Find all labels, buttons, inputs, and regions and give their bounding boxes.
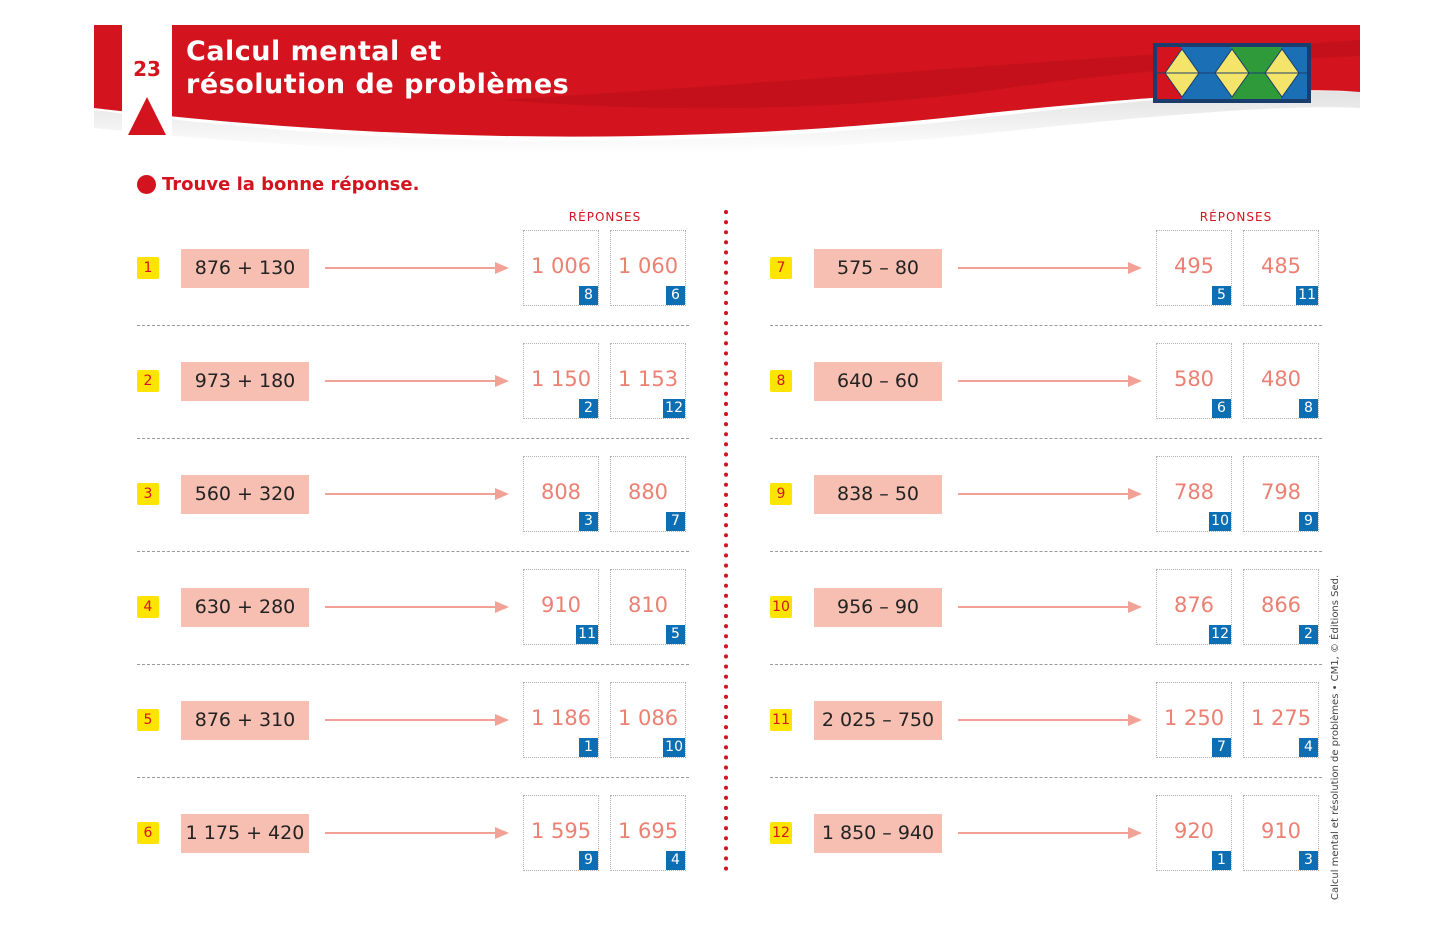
exercise-row xyxy=(770,682,1322,772)
answer-value: 808 xyxy=(540,480,582,504)
exercise-number: 2 xyxy=(137,370,159,392)
bullet-icon xyxy=(137,175,156,194)
answer-choice-2[interactable] xyxy=(1243,456,1319,532)
exercise-number: 3 xyxy=(137,483,159,505)
answer-code: 7 xyxy=(666,512,685,531)
exercise-expression: 876 + 130 xyxy=(181,249,309,288)
exercise-expression: 956 – 90 xyxy=(814,588,942,627)
answer-code: 10 xyxy=(665,739,683,755)
answer-value: 920 xyxy=(1173,819,1215,843)
answer-code: 1 xyxy=(579,738,598,757)
answer-value: 1 006 xyxy=(530,254,592,278)
answer-value: 495 xyxy=(1173,254,1215,278)
answer-value: 1 086 xyxy=(617,706,679,730)
row-separator xyxy=(137,551,689,552)
exercise-row xyxy=(137,456,689,546)
answer-code: 2 xyxy=(579,399,598,418)
exercise-row xyxy=(137,795,689,885)
arrow-right-icon xyxy=(325,713,509,727)
row-separator xyxy=(137,325,689,326)
answer-choice-2[interactable] xyxy=(610,343,686,419)
answer-choice-2[interactable] xyxy=(610,569,686,645)
arrow-right-icon xyxy=(958,374,1142,388)
answer-code: 8 xyxy=(579,286,598,305)
answer-choice-1[interactable] xyxy=(523,343,599,419)
answer-code: 10 xyxy=(1211,513,1229,529)
exercise-number: 11 xyxy=(770,709,792,731)
arrow-right-icon xyxy=(325,487,509,501)
arrow-right-icon xyxy=(325,600,509,614)
answer-value: 866 xyxy=(1260,593,1302,617)
answer-value: 1 595 xyxy=(530,819,592,843)
column-divider xyxy=(722,210,730,875)
answer-choice-1[interactable] xyxy=(1156,569,1232,645)
arrow-right-icon xyxy=(325,826,509,840)
answer-value: 1 150 xyxy=(530,367,592,391)
answer-code: 6 xyxy=(1212,399,1231,418)
page-tab xyxy=(122,25,172,137)
exercise-expression: 973 + 180 xyxy=(181,362,309,401)
exercise-number: 9 xyxy=(770,483,792,505)
answer-value: 1 250 xyxy=(1163,706,1225,730)
row-separator xyxy=(770,438,1322,439)
answer-choice-2[interactable] xyxy=(1243,795,1319,871)
answer-choice-1[interactable] xyxy=(523,569,599,645)
answer-code: 9 xyxy=(1299,512,1318,531)
answer-code: 12 xyxy=(1211,626,1229,642)
exercise-number: 5 xyxy=(137,709,159,731)
exercise-row xyxy=(770,456,1322,546)
diamond-logo-icon xyxy=(1153,43,1311,103)
answer-code: 12 xyxy=(665,400,683,416)
answer-choice-2[interactable] xyxy=(610,456,686,532)
row-separator xyxy=(137,438,689,439)
answer-value: 876 xyxy=(1173,593,1215,617)
arrow-right-icon xyxy=(958,713,1142,727)
exercise-number: 8 xyxy=(770,370,792,392)
answer-code: 3 xyxy=(1299,851,1318,870)
row-separator xyxy=(770,777,1322,778)
exercise-expression: 630 + 280 xyxy=(181,588,309,627)
answer-choice-1[interactable] xyxy=(1156,343,1232,419)
answer-value: 1 153 xyxy=(617,367,679,391)
exercise-expression: 560 + 320 xyxy=(181,475,309,514)
arrow-right-icon xyxy=(325,374,509,388)
title-line-2: résolution de problèmes xyxy=(186,69,570,100)
answer-code: 7 xyxy=(1212,738,1231,757)
answer-choice-2[interactable] xyxy=(1243,682,1319,758)
answer-value: 480 xyxy=(1260,367,1302,391)
exercise-expression: 876 + 310 xyxy=(181,701,309,740)
exercise-expression: 838 – 50 xyxy=(814,475,942,514)
instruction xyxy=(137,172,419,196)
answer-value: 910 xyxy=(540,593,582,617)
answer-code: 9 xyxy=(579,851,598,870)
answer-code: 6 xyxy=(666,286,685,305)
answer-code: 1 xyxy=(1212,851,1231,870)
answer-value: 580 xyxy=(1173,367,1215,391)
row-separator xyxy=(137,777,689,778)
answer-value: 1 186 xyxy=(530,706,592,730)
arrow-right-icon xyxy=(958,826,1142,840)
answer-choice-1[interactable] xyxy=(523,795,599,871)
answer-value: 798 xyxy=(1260,480,1302,504)
row-separator xyxy=(770,664,1322,665)
arrow-right-icon xyxy=(958,600,1142,614)
answer-choice-1[interactable] xyxy=(523,230,599,306)
exercise-expression: 640 – 60 xyxy=(814,362,942,401)
answer-choice-2[interactable] xyxy=(610,795,686,871)
title-line-1: Calcul mental et xyxy=(186,36,442,67)
answer-choice-2[interactable] xyxy=(1243,343,1319,419)
exercise-number: 6 xyxy=(137,822,159,844)
exercise-row xyxy=(770,343,1322,433)
exercise-row xyxy=(770,795,1322,885)
answer-value: 1 275 xyxy=(1250,706,1312,730)
instruction-text: Trouve la bonne réponse. xyxy=(162,173,420,195)
exercise-row xyxy=(137,682,689,772)
row-separator xyxy=(770,325,1322,326)
exercise-expression: 1 175 + 420 xyxy=(181,814,309,853)
exercise-row xyxy=(137,569,689,659)
answer-value: 910 xyxy=(1260,819,1302,843)
row-separator xyxy=(137,664,689,665)
exercise-number: 4 xyxy=(137,596,159,618)
answer-value: 810 xyxy=(627,593,669,617)
exercise-number: 10 xyxy=(770,596,792,618)
arrow-right-icon xyxy=(958,487,1142,501)
answer-code: 11 xyxy=(578,626,596,642)
answer-choice-1[interactable] xyxy=(1156,682,1232,758)
answer-value: 880 xyxy=(627,480,669,504)
exercise-expression: 575 – 80 xyxy=(814,249,942,288)
answer-choice-1[interactable] xyxy=(1156,795,1232,871)
answer-choice-2[interactable] xyxy=(610,230,686,306)
answers-header-left: RÉPONSES xyxy=(568,210,642,224)
answer-code: 3 xyxy=(579,512,598,531)
arrow-right-icon xyxy=(325,261,509,275)
exercise-expression: 1 850 – 940 xyxy=(814,814,942,853)
exercise-number: 7 xyxy=(770,257,792,279)
exercise-row xyxy=(770,569,1322,659)
answer-code: 4 xyxy=(1299,738,1318,757)
answer-value: 1 060 xyxy=(617,254,679,278)
arrow-right-icon xyxy=(958,261,1142,275)
row-separator xyxy=(770,551,1322,552)
answer-value: 1 695 xyxy=(617,819,679,843)
answer-choice-2[interactable] xyxy=(1243,230,1319,306)
answers-header-right: RÉPONSES xyxy=(1199,210,1273,224)
answer-value: 485 xyxy=(1260,254,1302,278)
answer-code: 2 xyxy=(1299,625,1318,644)
answer-code: 5 xyxy=(666,625,685,644)
answer-choice-1[interactable] xyxy=(1156,230,1232,306)
answer-value: 788 xyxy=(1173,480,1215,504)
exercise-row xyxy=(770,230,1322,320)
exercise-number: 1 xyxy=(137,257,159,279)
answer-code: 5 xyxy=(1212,286,1231,305)
exercise-row xyxy=(137,230,689,320)
answer-code: 11 xyxy=(1298,287,1316,303)
answer-choice-1[interactable] xyxy=(523,456,599,532)
answer-code: 4 xyxy=(666,851,685,870)
page-title xyxy=(186,35,706,101)
exercise-number: 12 xyxy=(770,822,792,844)
answer-choice-1[interactable] xyxy=(523,682,599,758)
answer-choice-2[interactable] xyxy=(610,682,686,758)
answer-choice-1[interactable] xyxy=(1156,456,1232,532)
page-number: 23 xyxy=(133,57,161,81)
answer-code: 8 xyxy=(1299,399,1318,418)
answer-choice-2[interactable] xyxy=(1243,569,1319,645)
exercise-row xyxy=(137,343,689,433)
credit-text: Calcul mental et résolution de problèmes • CM1, © Éditions Sed. xyxy=(1330,574,1341,900)
exercise-expression: 2 025 – 750 xyxy=(814,701,942,740)
